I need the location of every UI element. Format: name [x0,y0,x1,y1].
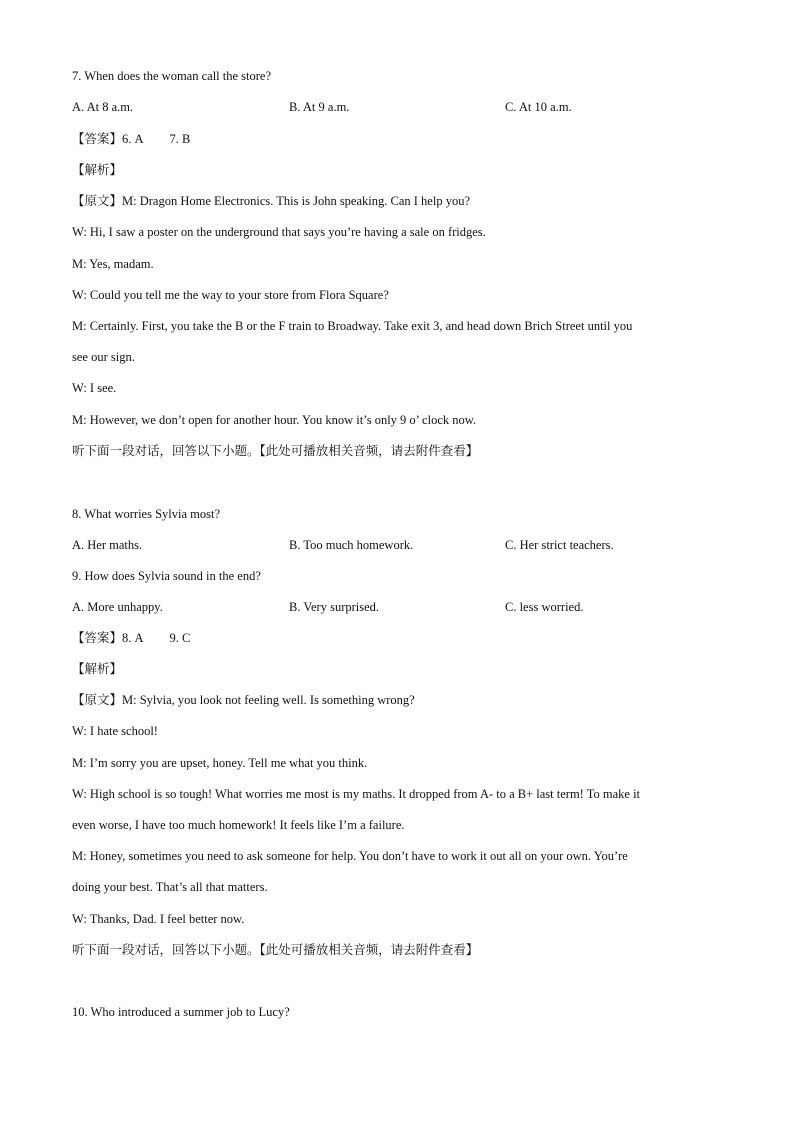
q8-option-a: A. Her maths. [72,538,143,552]
answer-9: 9. C [169,631,191,645]
q7-option-a: A. At 8 a.m. [72,100,134,114]
answer-6: 6. A [122,132,144,146]
answer-label: 【答案】 [72,131,123,146]
q8-option-c: C. Her strict teachers. [505,538,614,552]
q9-option-a: A. More unhappy. [72,600,163,614]
transcript-1-line-1: W: Hi, I saw a poster on the underground that says you’re having a sale on fridges. [72,225,486,239]
answer-8: 8. A [122,631,144,645]
answer-label: 【答案】 [72,630,123,645]
transcript-1-line-3: W: Could you tell me the way to your store from Flora Square? [72,288,389,302]
q8-option-b: B. Too much homework. [289,538,414,552]
transcript-text: M: Sylvia, you look not feeling well. Is something wrong? [122,693,415,707]
listen-note-2: 听下面一段对话，回答以下小题。【此处可播放相关音频，请去附件查看】 [72,942,479,957]
original-label: 【原文】 [72,193,123,208]
transcript-2-line-1: W: I hate school! [72,724,158,738]
transcript-2-line-7: W: Thanks, Dad. I feel better now. [72,912,245,926]
transcript-1-line-0 [72,193,470,209]
q9-option-c: C. less worried. [505,600,584,614]
q7-option-c: C. At 10 a.m. [505,100,572,114]
transcript-2-line-6: doing your best. That’s all that matters. [72,880,268,894]
answer-line-1 [72,131,190,147]
analysis-label-1: 【解析】 [72,162,123,177]
transcript-1-line-5: see our sign. [72,350,135,364]
original-label: 【原文】 [72,692,123,707]
question-10: 10. Who introduced a summer job to Lucy? [72,1005,290,1019]
question-8: 8. What worries Sylvia most? [72,507,221,521]
answer-line-2 [72,630,190,646]
analysis-label-2: 【解析】 [72,661,123,676]
transcript-2-line-5: M: Honey, sometimes you need to ask someone for help. You don’t have to work it out all on your own. You’re [72,849,628,863]
listen-note-1: 听下面一段对话，回答以下小题。【此处可播放相关音频，请去附件查看】 [72,443,479,458]
transcript-2-line-2: M: I’m sorry you are upset, honey. Tell me what you think. [72,756,368,770]
transcript-text: M: Dragon Home Electronics. This is John speaking. Can I help you? [122,194,470,208]
transcript-1-line-6: W: I see. [72,381,117,395]
transcript-1-line-4: M: Certainly. First, you take the B or the F train to Broadway. Take exit 3, and head down Brich Street until you [72,319,633,333]
question-9: 9. How does Sylvia sound in the end? [72,569,261,583]
transcript-1-line-2: M: Yes, madam. [72,257,154,271]
answer-7: 7. B [169,132,191,146]
transcript-2-line-4: even worse, I have too much homework! It feels like I’m a failure. [72,818,405,832]
q9-option-b: B. Very surprised. [289,600,380,614]
transcript-1-line-7: M: However, we don’t open for another hour. You know it’s only 9 o’ clock now. [72,413,477,427]
question-7: 7. When does the woman call the store? [72,69,272,83]
q7-option-b: B. At 9 a.m. [289,100,350,114]
transcript-2-line-0 [72,692,415,708]
transcript-2-line-3: W: High school is so tough! What worries me most is my maths. It dropped from A- to a B+ last term! To make it [72,787,641,801]
